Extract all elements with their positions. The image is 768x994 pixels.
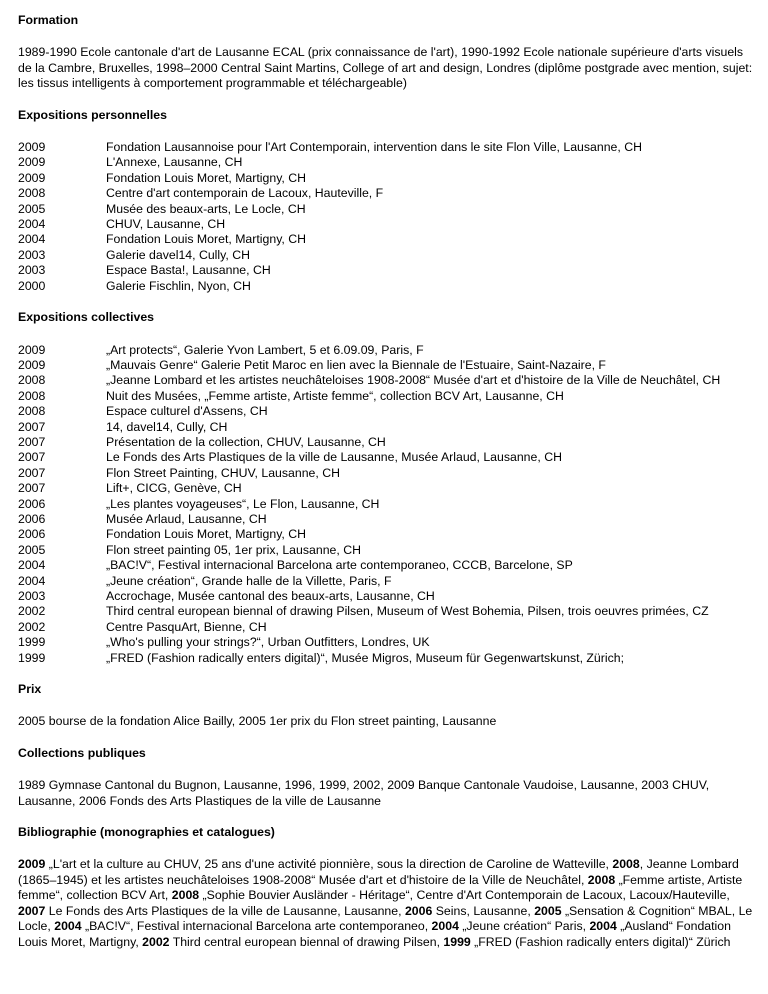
entry-year: 2007	[18, 481, 46, 496]
entry-year: 2002	[18, 604, 46, 619]
entry-text: Third central european biennal of drawing Pilsen, Museum of West Bohemia, Pilsen, trois oeuvres primées, CZ	[106, 604, 709, 619]
bib-year: 2004	[431, 919, 459, 934]
exhibition-entry	[18, 497, 753, 512]
entry-text: Centre PasquArt, Bienne, CH	[106, 619, 267, 634]
bib-entry: „L'art et la culture au CHUV, 25 ans d'une activité pionnière, sous la direction de Caroline de Watteville,	[45, 857, 613, 872]
exhibition-entry	[18, 140, 753, 155]
bib-year: 2005	[534, 903, 562, 918]
formation-text: 1989-1990 Ecole cantonale d'art de Lausanne ECAL (prix connaissance de l'art), 1990-1992 Ecole nationale supérieure d'arts visuels de la Cambre, Bruxelles, 1998–2000 Central Saint Martins, College of art and design, Londres (diplôme postgrade avec mention, sujet: les tissus intelligents à comportement programmable et téléchargeable)	[18, 45, 753, 91]
exhibition-entry	[18, 589, 753, 604]
entry-year: 2006	[18, 496, 46, 511]
bib-year: 2006	[404, 903, 433, 918]
exhibition-entry	[18, 202, 753, 217]
entry-text: „Jeanne Lombard et les artistes neuchâteloises 1908-2008“ Musée d'art et d'histoire de la Ville de Neuchâtel, CH	[106, 373, 721, 388]
prix-text: 2005 bourse de la fondation Alice Bailly, 2005 1er prix du Flon street painting, Lausanne	[18, 714, 497, 729]
entry-text: Galerie davel14, Cully, CH	[106, 247, 250, 262]
entry-text: „BAC!V“, Festival internacional Barcelona arte contemporaneo, CCCB, Barcelone, SP	[106, 558, 573, 573]
bib-entry: Seins, Lausanne,	[432, 903, 535, 918]
entry-year: 2000	[18, 278, 46, 293]
entry-year: 2009	[18, 140, 46, 155]
entry-year: 1999	[18, 635, 46, 650]
exhibition-entry	[18, 543, 753, 558]
entry-text: „Mauvais Genre“ Galerie Petit Maroc en lien avec la Biennale de l'Estuaire, Saint-Nazaire, F	[106, 357, 606, 372]
entry-year: 2009	[18, 357, 46, 372]
entry-year: 2003	[18, 247, 46, 262]
exhibition-entry	[18, 343, 753, 358]
entry-text: Musée Arlaud, Lausanne, CH	[106, 511, 267, 526]
entry-year: 2009	[18, 155, 46, 170]
exhibition-entry	[18, 373, 753, 388]
entry-year: 2008	[18, 186, 46, 201]
entry-year: 2009	[18, 342, 46, 357]
cv-document	[18, 13, 753, 950]
exhibition-entry	[18, 466, 753, 481]
entry-year: 2008	[18, 373, 46, 388]
entry-text: Nuit des Musées, „Femme artiste, Artiste femme“, collection BCV Art, Lausanne, CH	[106, 388, 564, 403]
exhibition-entry	[18, 217, 753, 232]
entry-year: 2006	[18, 527, 46, 542]
entry-text: 14, davel14, Cully, CH	[106, 419, 228, 434]
exhibition-entry	[18, 358, 753, 373]
entry-year: 2004	[18, 573, 46, 588]
bib-entry: „Ausland“ Fondation Louis Moret, Martigny,	[18, 919, 731, 949]
entry-year: 1999	[18, 650, 46, 665]
exhibition-entry	[18, 635, 753, 650]
bib-year: 2004	[589, 919, 617, 934]
entry-year: 2007	[18, 450, 46, 465]
exhibition-entry	[18, 450, 753, 465]
exhibition-entry	[18, 604, 753, 619]
entry-text: Espace Basta!, Lausanne, CH	[106, 263, 271, 278]
entry-text: „Les plantes voyageuses“, Le Flon, Lausanne, CH	[106, 496, 380, 511]
exhibition-entry	[18, 527, 753, 542]
bib-year: 2008	[171, 888, 200, 903]
exhibition-entry	[18, 574, 753, 589]
entry-text: Musée des beaux-arts, Le Locle, CH	[106, 201, 306, 216]
entry-text: Fondation Louis Moret, Martigny, CH	[106, 232, 307, 247]
entry-year: 2007	[18, 434, 46, 449]
entry-text: Le Fonds des Arts Plastiques de la ville de Lausanne, Musée Arlaud, Lausanne, CH	[106, 450, 562, 465]
exhibition-entry	[18, 248, 753, 263]
bib-entry: „Sophie Bouvier Ausländer - Héritage“, Centre d'Art Contemporain de Lacoux, Lacoux/Hauteville,	[199, 888, 730, 903]
bib-year: 2007	[18, 903, 46, 918]
bib-entry: Le Fonds des Arts Plastiques de la ville de Lausanne, Lausanne,	[45, 903, 405, 918]
exhibition-entry	[18, 512, 753, 527]
bib-entry: „FRED (Fashion radically enters digital)“ Zürich	[470, 934, 731, 949]
entry-year: 2003	[18, 589, 46, 603]
entry-year: 2005	[18, 542, 46, 557]
bib-year: 2008	[587, 872, 616, 887]
exhibition-entry	[18, 155, 753, 170]
entry-text: „FRED (Fashion radically enters digital)“, Musée Migros, Museum für Gegenwartskunst, Zürich;	[106, 650, 625, 665]
collective-exhibitions-list	[18, 343, 753, 667]
bib-entry: Third central european biennal of drawing Pilsen,	[169, 934, 444, 949]
exhibition-entry	[18, 171, 753, 186]
exhibition-entry	[18, 420, 753, 435]
entry-text: Fondation Louis Moret, Martigny, CH	[106, 527, 307, 542]
entry-text: „Art protects“, Galerie Yvon Lambert, 5 et 6.09.09, Paris, F	[106, 342, 424, 357]
bib-entry: „Jeune création“ Paris,	[458, 919, 590, 934]
formation-heading: Formation	[18, 13, 79, 27]
exhibition-entry	[18, 404, 753, 419]
exhibition-entry	[18, 263, 753, 278]
bibliography-text	[18, 857, 753, 949]
bib-year: 2008	[612, 857, 640, 872]
personal-exhibitions-list	[18, 140, 753, 294]
entry-year: 2004	[18, 217, 46, 232]
exhibition-entry	[18, 481, 753, 496]
exhibition-entry	[18, 389, 753, 404]
entry-year: 2007	[18, 419, 46, 434]
entry-text: Fondation Lausannoise pour l'Art Contemporain, intervention dans le site Flon Ville, Lausanne, CH	[106, 140, 642, 155]
entry-text: Flon street painting 05, 1er prix, Lausanne, CH	[106, 542, 361, 557]
entry-text: Lift+, CICG, Genève, CH	[106, 481, 242, 496]
entry-year: 2004	[18, 232, 46, 247]
entry-year: 2003	[18, 263, 46, 278]
bib-entry: „BAC!V“, Festival internacional Barcelona arte contemporaneo,	[81, 919, 432, 934]
entry-text: Flon Street Painting, CHUV, Lausanne, CH	[106, 465, 340, 480]
bib-year: 2002	[142, 934, 170, 949]
bib-entry: „Sensation & Cognition“ MBAL, Le Locle,	[18, 903, 753, 934]
exhibition-entry	[18, 232, 753, 247]
entry-year: 2002	[18, 619, 46, 634]
entry-year: 2009	[18, 170, 46, 185]
collective-exhibitions-heading: Expositions collectives	[18, 310, 154, 325]
exhibition-entry	[18, 651, 753, 666]
bib-year: 1999	[443, 934, 471, 949]
entry-text: Centre d'art contemporain de Lacoux, Hauteville, F	[106, 186, 384, 201]
entry-text: Accrochage, Musée cantonal des beaux-arts, Lausanne, CH	[106, 589, 435, 603]
entry-text: CHUV, Lausanne, CH	[106, 217, 226, 232]
bibliography-heading: Bibliographie (monographies et catalogues)	[18, 825, 275, 840]
collections-text: 1989 Gymnase Cantonal du Bugnon, Lausanne, 1996, 1999, 2002, 2009 Banque Cantonale Vaudoise, Lausanne, 2003 CHUV, Lausanne, 2006 Fonds des Arts Plastiques de la ville de Lausanne	[18, 778, 710, 808]
personal-exhibitions-heading: Expositions personnelles	[18, 107, 167, 122]
entry-year: 2008	[18, 388, 46, 403]
entry-text: „Who's pulling your strings?“, Urban Outfitters, Londres, UK	[106, 635, 430, 650]
bib-entry: , Jeanne Lombard (1865–1945) et les artistes neuchâteloises 1908-2008“ Musée d'art et d'histoire de la Ville de Neuchâtel,	[18, 857, 739, 887]
entry-text: Présentation de la collection, CHUV, Lausanne, CH	[106, 434, 386, 449]
entry-text: Espace culturel d'Assens, CH	[106, 404, 268, 419]
entry-year: 2007	[18, 465, 46, 480]
exhibition-entry	[18, 186, 753, 201]
exhibition-entry	[18, 279, 753, 294]
entry-text: L'Annexe, Lausanne, CH	[106, 155, 243, 170]
entry-text: Galerie Fischlin, Nyon, CH	[106, 278, 251, 293]
bib-year: 2004	[54, 919, 82, 934]
entry-text: „Jeune création“, Grande halle de la Villette, Paris, F	[106, 573, 392, 588]
collections-heading: Collections publiques	[18, 745, 146, 760]
bib-year: 2009	[18, 857, 46, 872]
exhibition-entry	[18, 558, 753, 573]
entry-year: 2004	[18, 558, 46, 573]
entry-year: 2008	[18, 404, 46, 419]
exhibition-entry	[18, 620, 753, 635]
bib-entry: „Femme artiste, Artiste femme“, collection BCV Art,	[18, 872, 743, 903]
prix-heading: Prix	[18, 682, 42, 697]
entry-year: 2005	[18, 201, 46, 216]
entry-text: Fondation Louis Moret, Martigny, CH	[106, 170, 307, 185]
entry-year: 2006	[18, 511, 46, 526]
exhibition-entry	[18, 435, 753, 450]
